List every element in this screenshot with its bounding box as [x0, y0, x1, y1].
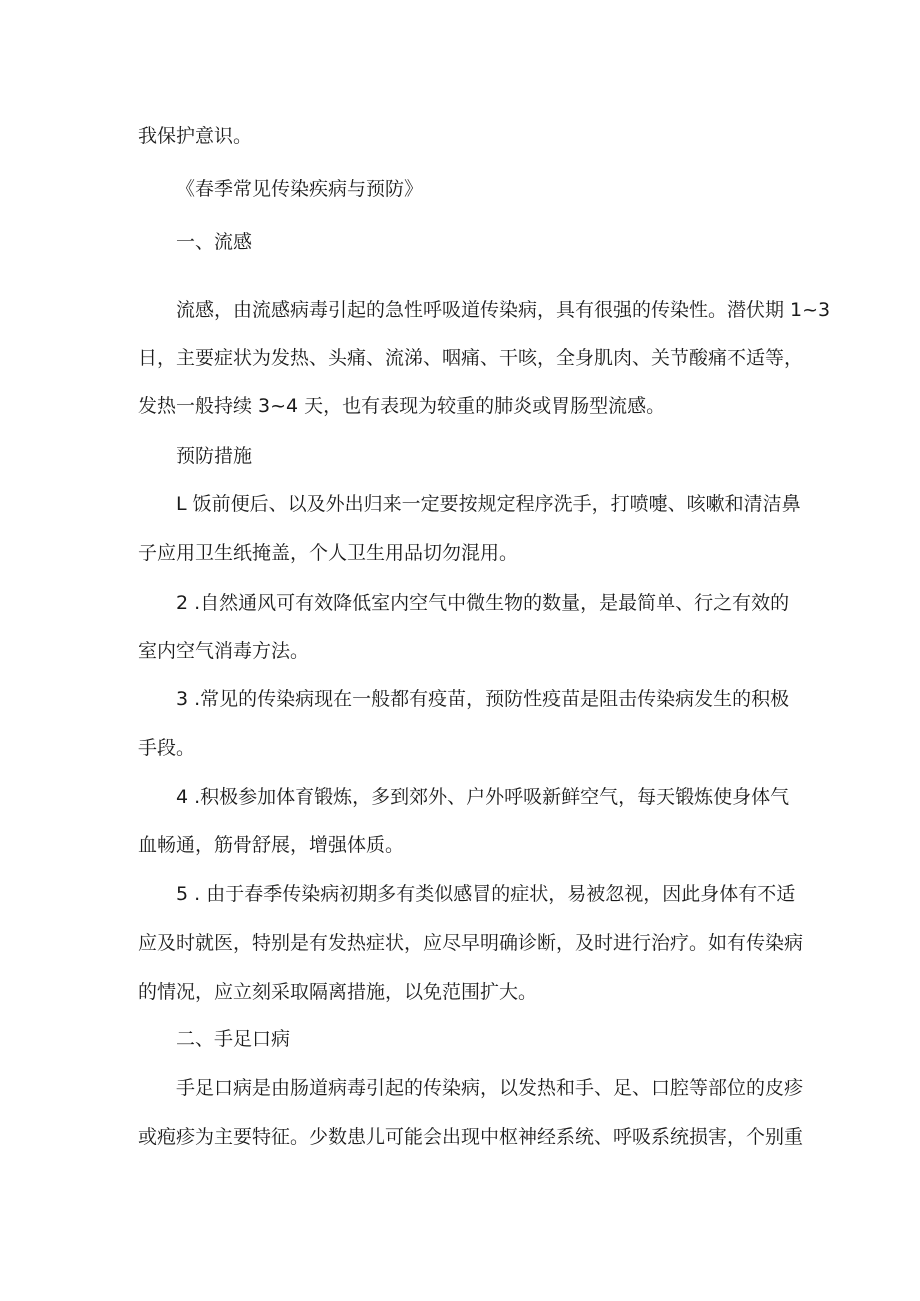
paragraph-line: 发热一般持续 3~4 天，也有表现为较重的肺炎或胃肠型流感。: [138, 395, 666, 417]
paragraph-line: 流感，由流感病毒引起的急性呼吸道传染病，具有很强的传染性。潜伏期 1~3: [176, 299, 831, 321]
list-item-line: 2 .自然通风可有效降低室内空气中微生物的数量，是最简单、行之有效的: [176, 592, 790, 614]
list-item-line: 3 .常见的传染病现在一般都有疫苗，预防性疫苗是阻击传染病发生的积极: [176, 688, 790, 710]
article-title: 《春季常见传染疾病与预防》: [176, 178, 424, 200]
paragraph-line: 或疱疹为主要特征。少数患儿可能会出现中枢神经系统、呼吸系统损害，个别重: [138, 1126, 804, 1148]
section-heading-hfmd: 二、手足口病: [176, 1028, 291, 1050]
list-item-line: L 饭前便后、以及外出归来一定要按规定程序洗手，打喷嚏、咳嗽和清洁鼻: [176, 493, 801, 515]
paragraph-line: 我保护意识。: [138, 125, 253, 147]
subheading-prevention: 预防措施: [176, 445, 253, 467]
paragraph-line: 日，主要症状为发热、头痛、流涕、咽痛、干咳，全身肌肉、关节酸痛不适等，: [138, 347, 804, 369]
list-item-line: 血畅通，筋骨舒展，增强体质。: [138, 834, 405, 856]
paragraph-line: 手足口病是由肠道病毒引起的传染病，以发热和手、足、口腔等部位的皮疹: [176, 1077, 804, 1099]
list-item-line: 手段。: [138, 737, 196, 759]
list-item-line: 应及时就医，特别是有发热症状，应尽早明确诊断，及时进行治疗。如有传染病: [138, 932, 804, 954]
section-heading-flu: 一、流感: [176, 231, 253, 253]
list-item-line: 子应用卫生纸掩盖，个人卫生用品切勿混用。: [138, 542, 519, 564]
list-item-line: 的情况，应立刻采取隔离措施，以免范围扩大。: [138, 981, 538, 1003]
list-item-line: 4 .积极参加体育锻炼，多到郊外、户外呼吸新鲜空气，每天锻炼使身体气: [176, 786, 790, 808]
list-item-line: 5 . 由于春季传染病初期多有类似感冒的症状，易被忽视，因此身体有不适: [176, 883, 796, 905]
list-item-line: 室内空气消毒方法。: [138, 640, 310, 662]
